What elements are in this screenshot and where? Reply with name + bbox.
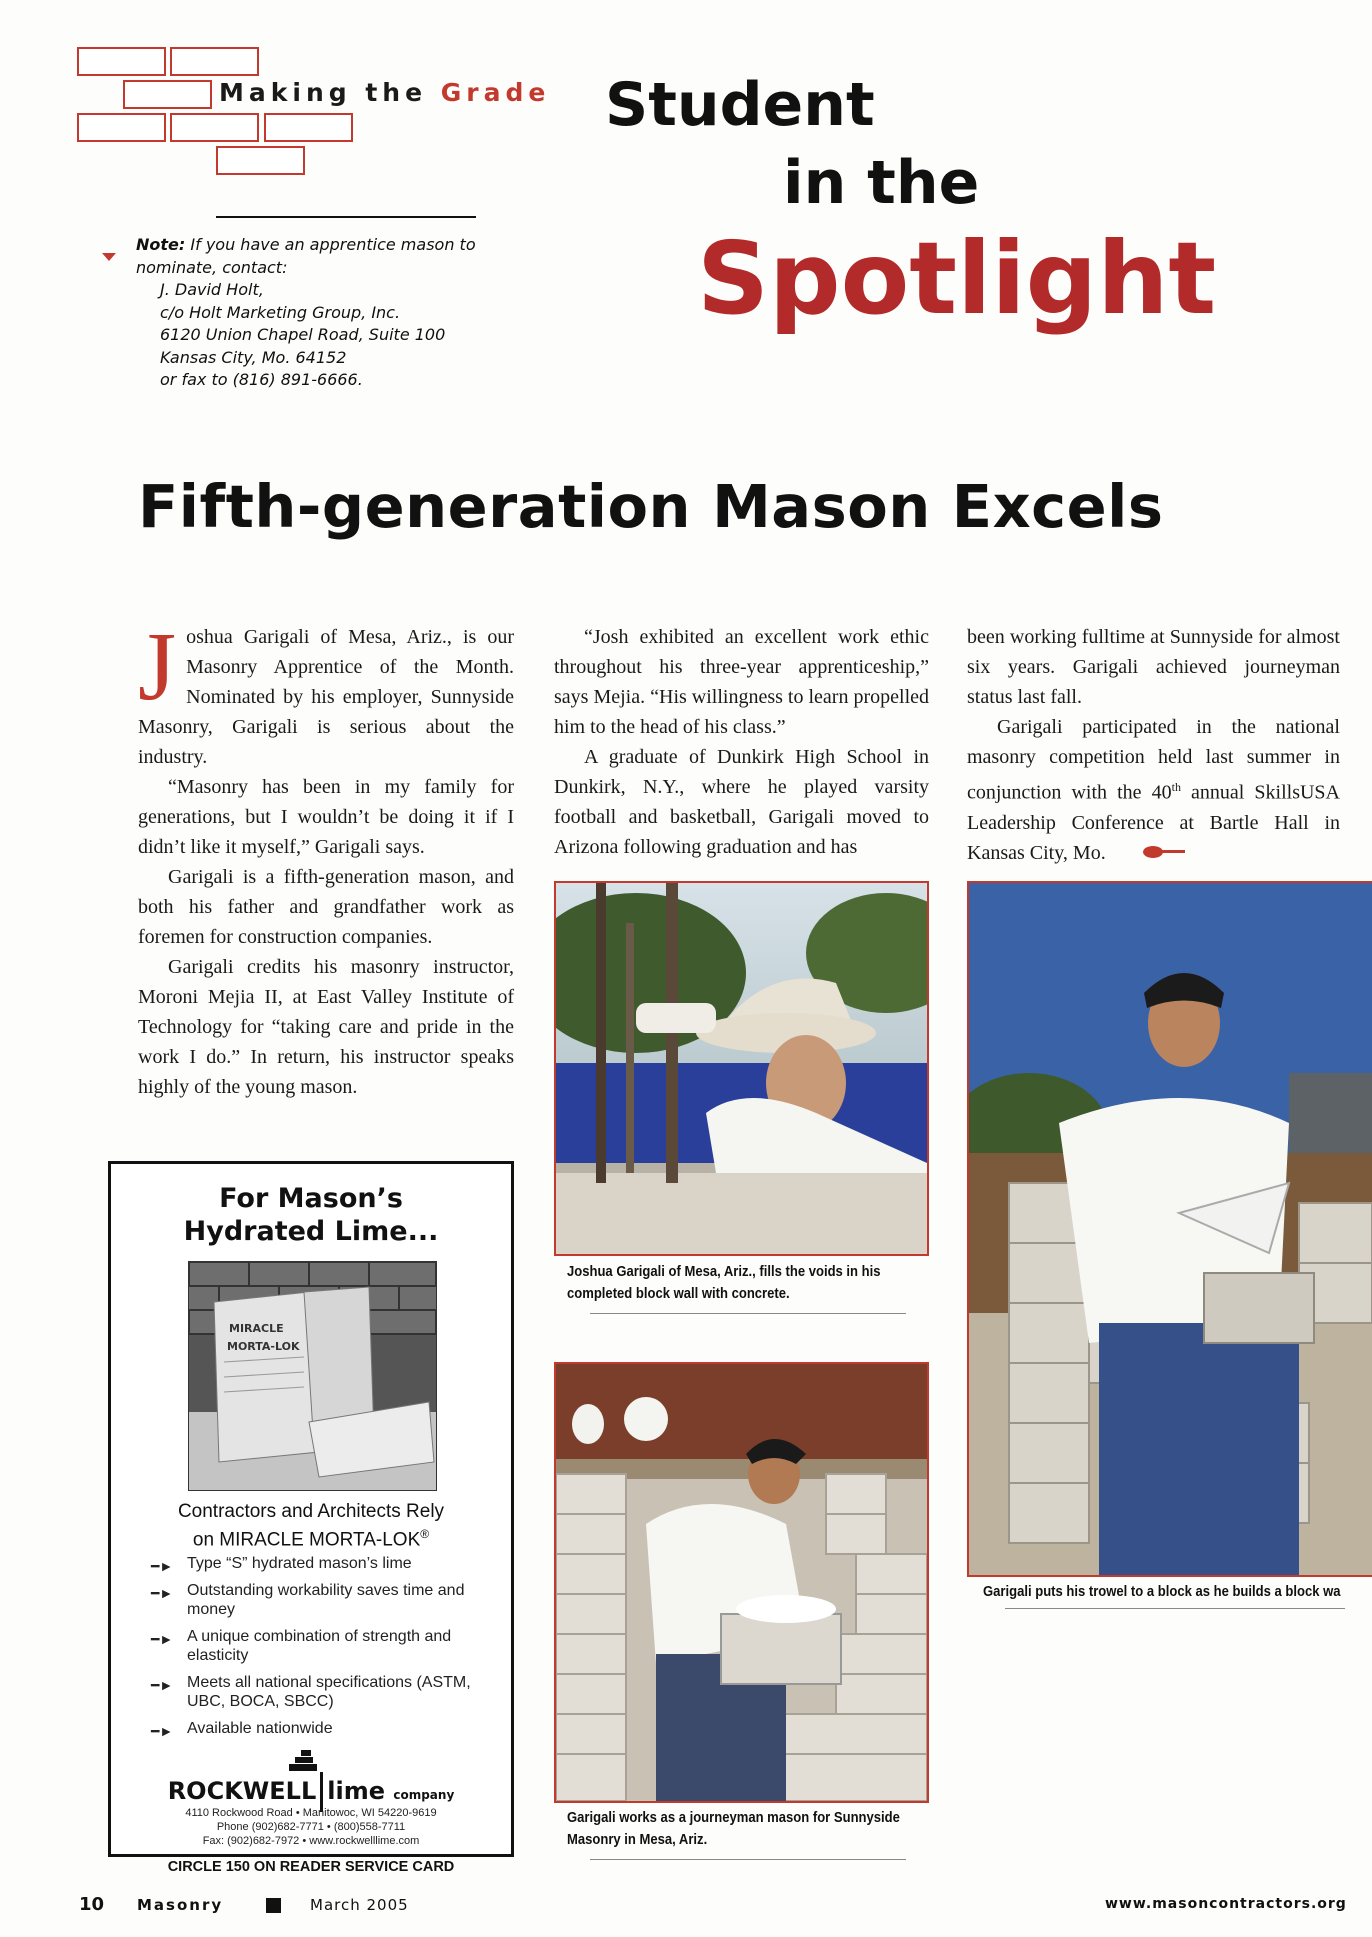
article-column-2: “Josh exhibited an excellent work ethic throughout his three-year apprenticeship,” says Mejia. “His willingness to learn propelled him to the head of his class.” A graduate of Dunkirk High School in Dunkirk, N.Y., where he played varsity football and basketball, Garigali moved to Arizona following graduation and has (554, 626, 929, 858)
arrow-right-icon: ━► (151, 1631, 174, 1647)
section-kicker: Making the Grade (219, 78, 551, 107)
caption-rule-2 (590, 1859, 906, 1860)
caption-rule-1 (590, 1313, 906, 1314)
nomination-note: Note: If you have an apprentice mason to nominate, contact: J. David Holt, c/o Holt Marketing Group, Inc. 6120 Union Chapel Road, Suite 100 Kansas City, Mo. 64152 or fax to (816) 891-6666. (136, 235, 476, 389)
drop-cap: J (138, 613, 177, 721)
ad-brand: ROCKWELL lime company (111, 1772, 511, 1812)
ad-title-line-2: Hydrated Lime... (183, 1216, 439, 1247)
footer-url: www.masoncontractors.org (1105, 1896, 1347, 1912)
ad-address: 4110 Rockwood Road • Manitowoc, WI 54220-9619 Phone (902)682-7771 • (800)558-7711 Fax: (902)682-7972 • www.rockwelllime.com (185, 1807, 437, 1847)
ad-benefit-item: ━► Type “S” hydrated mason’s lime (151, 1555, 412, 1574)
arrow-right-icon: ━► (151, 1585, 174, 1601)
caption-photo-2: Garigali works as a journeyman mason for Sunnyside Masonry in Mesa, Ariz. (567, 1810, 900, 1848)
ad-benefit-item: ━► Outstanding workability saves time and money (151, 1582, 465, 1618)
article-column-1: Joshua Garigali of Mesa, Ariz., is our Masonry Apprentice of the Month. Nominated by his employer, Sunnyside Masonry, Garigali is serious about the industry. “Masonry has been in my family for generations, but I wouldn’t be doing it if I didn’t like it myself,” Garigali says. Garigali is a fifth-generation mason, and both his father and grandfather work as foremen for construction companies. Garigali credits his masonry instructor, Moroni Mejia II, at East Valley Institute of Technology for “taking care and pride in the work I do.” In return, his instructor speaks highly of the young mason. (138, 613, 514, 1098)
ad-subtitle-line-2: on MIRACLE MORTA-LOK® (192, 1527, 430, 1551)
ad-subtitle-line-1: Contractors and Architects Rely (177, 1501, 445, 1522)
reader-service-line: CIRCLE 150 ON READER SERVICE CARD (167, 1859, 455, 1875)
title-student: Student (605, 70, 875, 140)
ad-bag-text-2: MORTA-LOK (227, 1340, 300, 1353)
photo-trowel (967, 881, 1372, 1577)
title-spotlight: Spotlight (697, 220, 1217, 337)
title-in-the: in the (783, 148, 980, 218)
page-number: 10 (79, 1894, 105, 1915)
ad-benefit-item: ━► Available nationwide (151, 1720, 333, 1739)
ad-benefits-list (151, 1554, 491, 1746)
photo-journeyman (554, 1362, 929, 1803)
rockwell-lime-ad (108, 1161, 514, 1857)
caption-rule-3 (1005, 1608, 1345, 1609)
ad-benefit-item: ━► Meets all national specifications (ASTM, UBC, BOCA, SBCC) (151, 1674, 471, 1710)
ad-bag-text-1: MIRACLE (229, 1322, 284, 1335)
caption-photo-1: Joshua Garigali of Mesa, Ariz., fills the voids in his completed block wall with concrete. (567, 1264, 881, 1302)
photo-filling-wall (554, 881, 929, 1256)
note-label: Note: (136, 235, 186, 254)
end-mark-icon (1111, 839, 1187, 869)
footer-square-icon (266, 1898, 281, 1913)
arrow-right-icon: ━► (151, 1558, 174, 1574)
article-headline: Fifth-generation Mason Excels (138, 472, 1164, 541)
ad-title-line-1: For Mason’s (219, 1183, 403, 1214)
note-rule (216, 216, 476, 218)
rockwell-logo-icon (287, 1750, 319, 1772)
ad-product-image (188, 1261, 437, 1491)
arrow-right-icon: ━► (151, 1723, 174, 1739)
note-marker-icon (102, 253, 116, 261)
magazine-name: Masonry (137, 1896, 224, 1914)
arrow-right-icon: ━► (151, 1677, 174, 1693)
issue-date: March 2005 (310, 1896, 409, 1914)
ad-benefit-item: ━► A unique combination of strength and elasticity (151, 1628, 452, 1664)
article-column-3: been working fulltime at Sunnyside for almost six years. Garigali achieved journeyman status last fall. Garigali participated in the national masonry competition held last summer in conjunction with the 40th annual SkillsUSA Leadership Conference at Bartle Hall in Kansas City, Mo. (967, 622, 1340, 869)
caption-photo-3: Garigali puts his trowel to a block as he builds a block wa (983, 1584, 1341, 1600)
